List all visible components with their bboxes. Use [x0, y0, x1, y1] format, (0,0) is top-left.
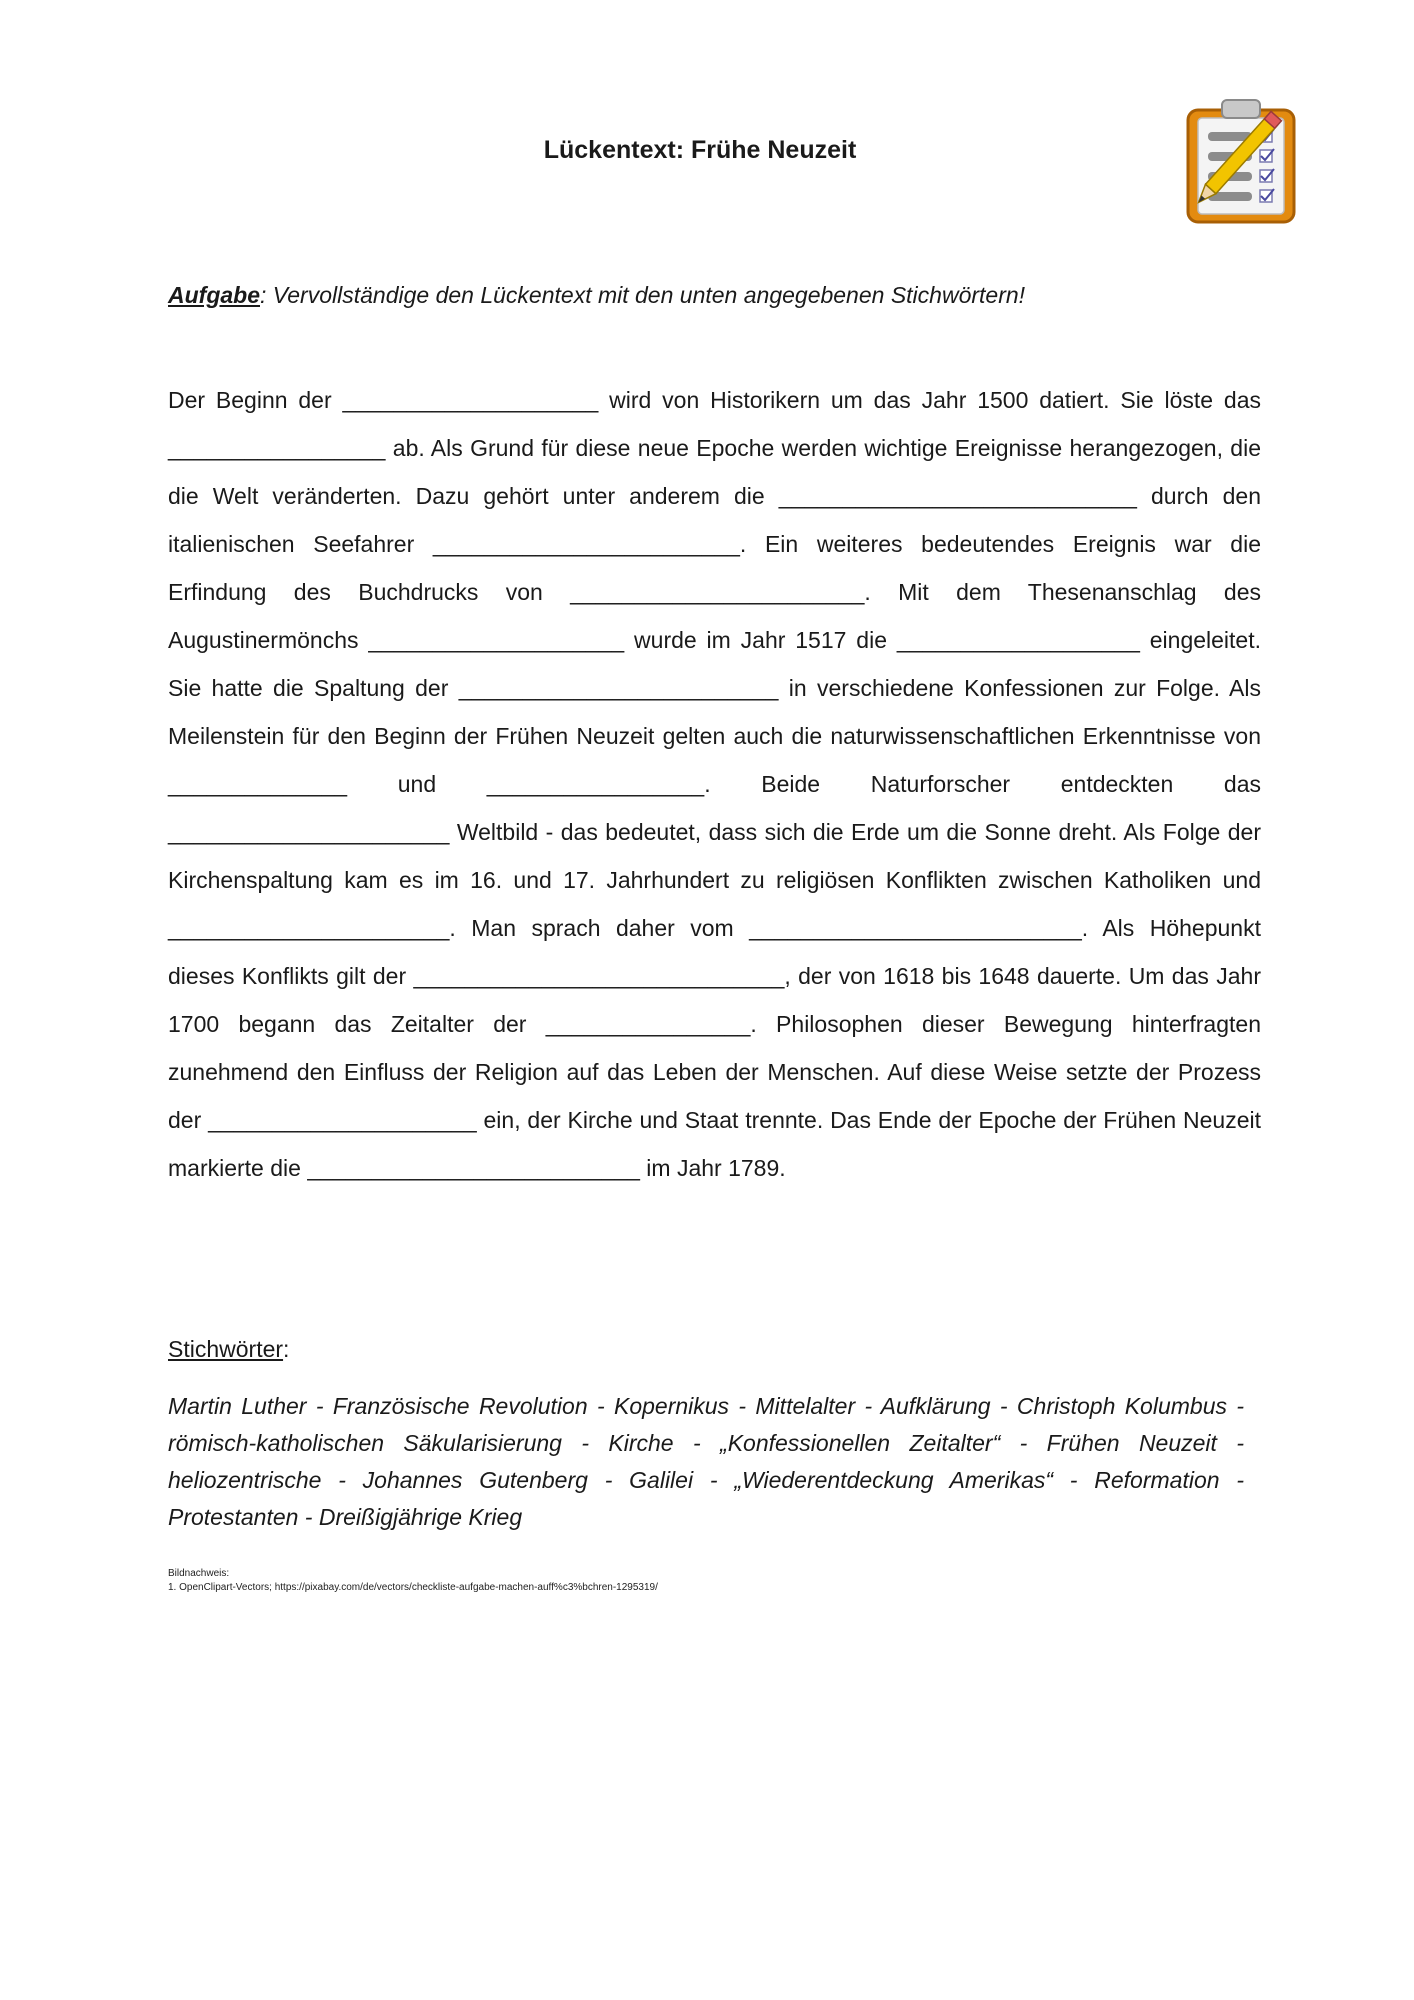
image-credits [168, 1567, 658, 1595]
credits-line: 1. OpenClipart-Vectors; https://pixabay.com/de/vectors/checkliste-aufgabe-machen-auff%c3%bchren-1295319/ [168, 1582, 658, 1593]
keywords-heading-label: Stichwörter [168, 1336, 284, 1362]
clipboard-checklist-icon [1180, 96, 1302, 226]
task-text: : Vervollständige den Lückentext mit den unten angegebenen Stichwörtern! [260, 282, 1026, 308]
task-instruction [168, 282, 1025, 309]
page-title: Lückentext: Frühe Neuzeit [543, 136, 857, 164]
keywords-heading-colon: : [283, 1336, 290, 1362]
cloze-paragraph: Der Beginn der ____________________ wird von Historikern um das Jahr 1500 datiert. Sie löste das _________________ ab. Als Grund für diese neue Epoche werden wichtige Ereignisse herangezogen, die die Welt veränderten. Dazu gehört unter anderem die ____________________________ durch den italienischen Seefahrer ________________________. Ein weiteres bedeutendes Ereignis war die Erfindung des Buchdrucks von _______________________. Mit dem Thesenanschlag des Augustinermönchs ____________________ wurde im Jahr 1517 die ___________________ eingeleitet. Sie hatte die Spaltung der _________________________ in verschiedene Konfessionen zur Folge. Als Meilenstein für den Beginn der Frühen Neuzeit gelten auch die naturwissenschaftlichen Erkenntnisse von ______________ und _________________. Beide Naturforscher entdeckten das ______________________ Weltbild - das bedeutet, dass sich die Erde um die Sonne dreht. Als Folge der Kirchenspaltung kam es im 16. und 17. Jahrhundert zu religiösen Konflikten zwischen Katholiken und ______________________. Man sprach daher vom __________________________. Als Höhepunkt dieses Konflikts gilt der _____________________________, der von 1618 bis 1648 dauerte. Um das Jahr 1700 begann das Zeitalter der ________________. Philosophen dieser Bewegung hinterfragten zunehmend den Einfluss der Religion auf das Leben der Menschen. Auf diese Weise setzte der Prozess der _____________________ ein, der Kirche und Staat trennte. Das Ende der Epoche der Frühen Neuzeit markierte die __________________________ im Jahr 1789. [168, 387, 1268, 1181]
cloze-text [168, 376, 1268, 1192]
credits-heading: Bildnachweis: [168, 1568, 230, 1579]
keyword-list: Martin Luther - Französische Revolution - Kopernikus - Mittelalter - Aufklärung - Christoph Kolumbus - römisch-katholischen Säkularisierung - Kirche - „Konfessionellen Zeitalter“ - Frühen Neuzeit - heliozentrische - Johannes Gutenberg - Galilei - „Wiederentdeckung Amerikas“ - Reformation - Protestanten - Dreißigjährige Krieg [168, 1393, 1244, 1530]
keywords-heading [168, 1336, 289, 1363]
task-label: Aufgabe [168, 282, 260, 308]
